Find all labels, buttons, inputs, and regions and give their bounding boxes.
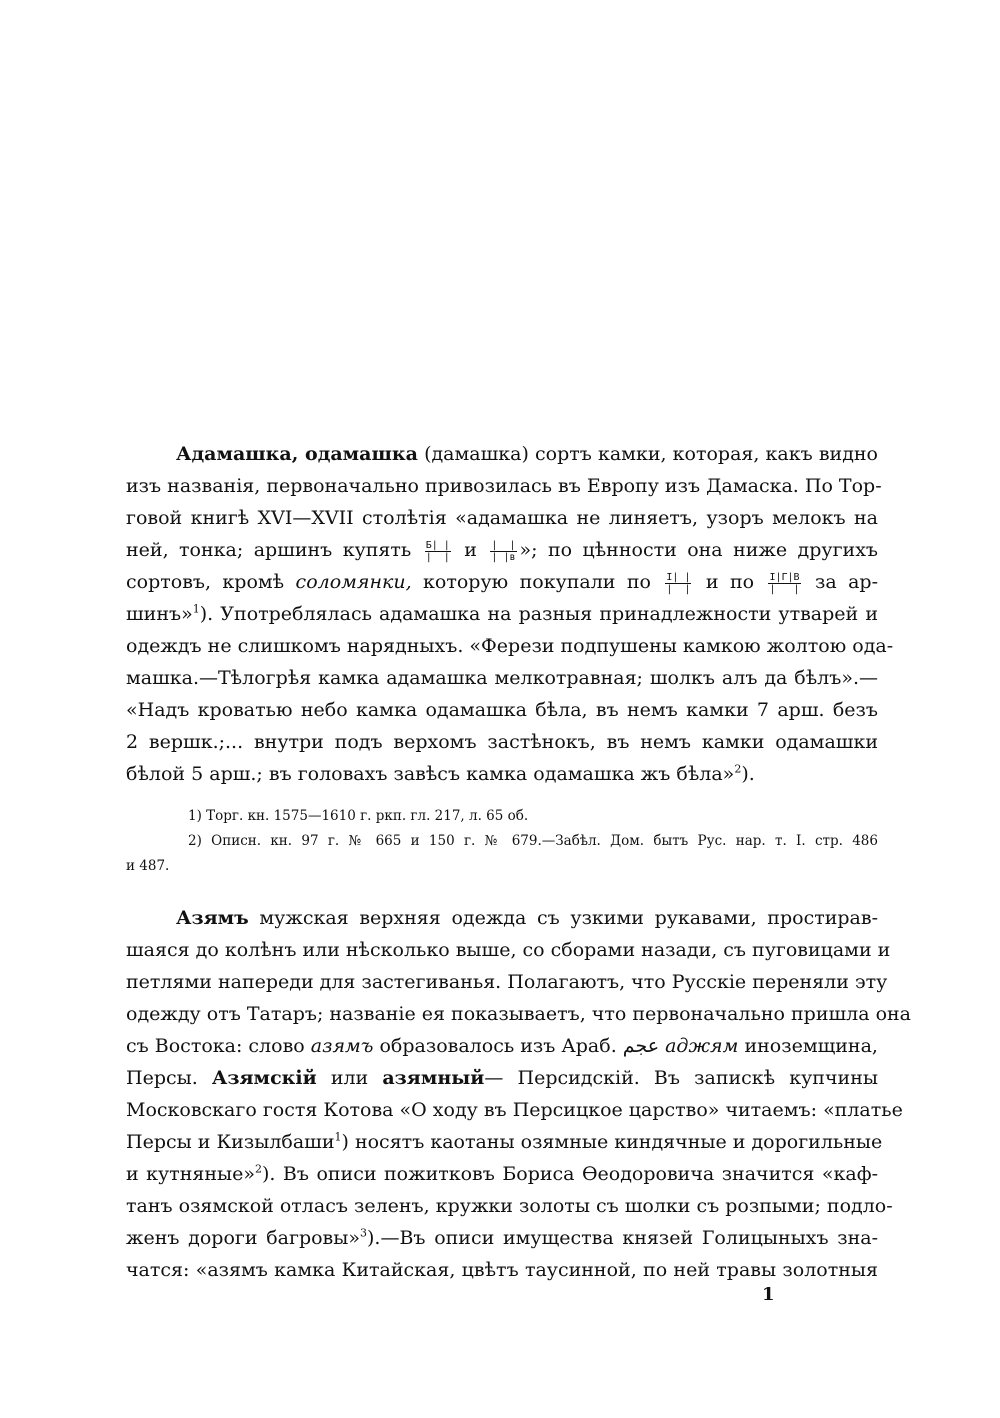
- entry-adamashka: [126, 438, 894, 790]
- footnote-ref: 2: [255, 1162, 263, 1176]
- text-line: изъ названія, первоначально привозилась въ Европу изъ Дамаска. По Тор-: [126, 475, 882, 497]
- text-line: танъ озямской отласъ зеленъ, кружки золоты съ шолки съ розпыми; подло-: [126, 1195, 893, 1217]
- text-line: говой книгѣ XVI—XVII столѣтія «адамашка не линяетъ, узоръ мелокъ на: [126, 507, 878, 529]
- footnote: 1) Торг. кн. 1575—1610 г. ркп. гл. 217, л. 65 об.: [188, 808, 529, 824]
- text-line: «Надъ кроватью небо камка одамашка бѣла, въ немъ камки 7 арш. безъ: [126, 699, 878, 721]
- text-line: петлями напереди для застегиванья. Полагаютъ, что Русскіе переняли эту: [126, 971, 888, 993]
- text-line: и кутняные»$^2$). Въ описи пожитковъ Бориса Ѳеодоровича значится «каф-: [126, 1162, 878, 1185]
- footnotes-block: [126, 804, 878, 879]
- text-line: Адамашка, одамашка (дамашка) сортъ камки, которая, какъ видно: [176, 443, 878, 465]
- text-line: одеждъ не слишкомъ нарядныхъ. «Ферези подпушены камкою жолтою ода-: [126, 635, 894, 657]
- text-line: Московскаго гостя Котова «О ходу въ Персицкое царство» читаемъ: «платье: [126, 1099, 903, 1121]
- text-line: Персы и Кизылбаши$^1$) носятъ каотаны озямные киндячные и дорогильные: [126, 1130, 883, 1153]
- footnote-ref: 1: [334, 1130, 342, 1144]
- text-line: женъ дороги багровы»$^3$).—Въ описи имущества князей Голицыныхъ зна-: [126, 1226, 878, 1249]
- footnote-ref: 3: [360, 1226, 367, 1240]
- entry-headword: Азямскій: [211, 1067, 317, 1089]
- page-number: 1: [762, 1284, 775, 1305]
- text-line: ней, тонка; аршинъ купять $\frac{Б| |}{| |}$ и $\frac{| |}{| |в}$ »; по цѣнности она ниже другихъ: [126, 539, 879, 563]
- price-fraction: $\frac{Б| |}{| |}$: [425, 539, 450, 563]
- footnote: и 487.: [126, 858, 170, 874]
- entry-headword: Адамашка, одамашка: [176, 443, 418, 465]
- text-line: одежду отъ Татаръ; названіе ея показываетъ, что первоначально пришла она: [126, 1003, 912, 1025]
- text-line: сортовъ, кромѣ соломянки, которую покупали по $\frac{I| |}{| |}$ и по $\frac{I|Г|В}{| |}$ за ар-: [126, 571, 878, 595]
- text-line: шинъ»$^1$). Употреблялась адамашка на разныя принадлежности утварей и: [126, 602, 878, 625]
- arabic-word: عجم: [622, 1035, 660, 1057]
- text-line: бѣлой 5 арш.; въ головахъ завѣсъ камка одамашка жъ бѣла»$^2$).: [126, 762, 755, 785]
- price-fraction: $\frac{I| |}{| |}$: [666, 571, 691, 595]
- price-fraction: $\frac{I|Г|В}{| |}$: [769, 571, 800, 595]
- text-line: шаяся до колѣнъ или нѣсколько выше, со сборами назади, съ пуговицами и: [126, 939, 891, 961]
- price-fraction: $\frac{| |}{| |в}$: [491, 539, 516, 563]
- text-line: чатся: «азямъ камка Китайская, цвѣтъ таусинной, по ней травы золотныя: [126, 1259, 878, 1281]
- text-line: съ Востока: слово азямъ образовалось изъ Араб. عجم аджям иноземщина,: [126, 1035, 878, 1057]
- text-line: Персы. Азямскій или азямный— Персидскій. Въ запискѣ купчины: [126, 1067, 878, 1089]
- entry-headword: Азямъ: [176, 907, 249, 929]
- entry-headword: азямный: [382, 1067, 485, 1089]
- footnote-ref: 1: [192, 602, 200, 616]
- text-line: машка.—Тѣлогрѣя камка адамашка мелкотравная; шолкъ алъ да бѣлъ».—: [126, 667, 878, 689]
- text-line: 2 вершк.;... внутри подъ верхомъ застѣнокъ, въ немъ камки одамашки: [126, 731, 878, 753]
- entry-azyam: [126, 902, 912, 1286]
- footnote-ref: 2: [734, 762, 742, 776]
- text-line: Азямъ мужская верхняя одежда съ узкими рукавами, простирав-: [176, 907, 878, 929]
- footnote: 2) Описн. кн. 97 г. № 665 и 150 г. № 679.—Забѣл. Дом. бытъ Рус. нар. т. I. стр. 486: [188, 833, 878, 849]
